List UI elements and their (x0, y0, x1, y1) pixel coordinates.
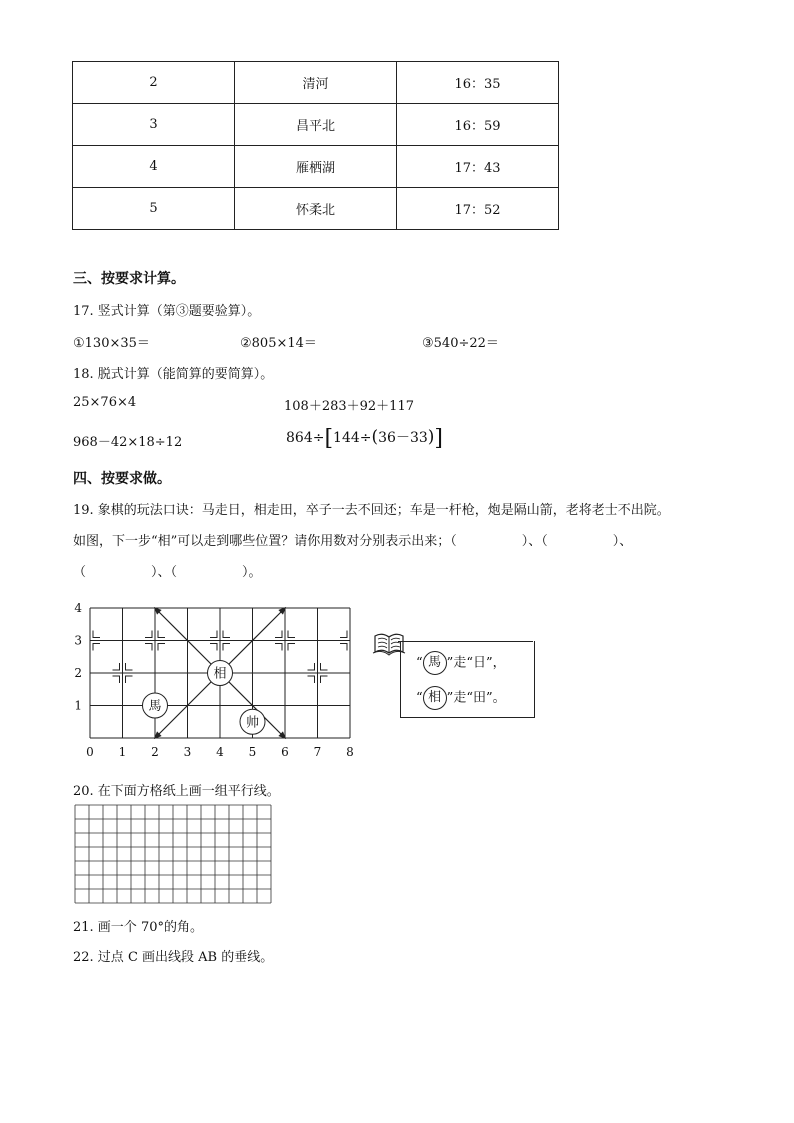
table-cell-no: 4 (73, 146, 235, 188)
q18-expr-2: 108＋283＋92＋117 (284, 399, 414, 414)
section3-heading: 三、按要求计算。 (73, 271, 185, 287)
note-text-1: 走“日”， (453, 655, 506, 671)
note-line-2: “ 相 ”走“田”。 (416, 686, 506, 710)
x-tick-label: 5 (248, 745, 257, 759)
q21-text: 21. 画一个 70°的角。 (73, 920, 203, 935)
y-tick-label: 2 (74, 666, 82, 680)
paren-close: ) (427, 427, 435, 447)
q20-text: 20. 在下面方格纸上画一组平行线。 (73, 784, 280, 799)
q17-item-1: ①130×35＝ (73, 336, 150, 351)
q19-line-2: 如图，下一步“相”可以走到哪些位置？请你用数对分别表示出来；（ ）、（ ）、 (73, 534, 633, 549)
q19-line-3: （ ）、（ ）。 (73, 565, 262, 580)
q17-text: 17. 竖式计算（第③题要验算）。 (73, 304, 261, 319)
table-cell-time: 16：59 (397, 104, 559, 146)
q18-text: 18. 脱式计算（能简算的要简算）。 (73, 367, 274, 382)
table-cell-station: 清河 (235, 62, 397, 104)
y-tick-label: 4 (74, 601, 82, 615)
table-cell-time: 17：52 (397, 188, 559, 230)
table-cell-station: 雁栖湖 (235, 146, 397, 188)
table-cell-station: 昌平北 (235, 104, 397, 146)
note-piece-2: 相 (423, 686, 447, 710)
chess-piece (208, 661, 233, 686)
x-tick-label: 4 (216, 745, 224, 759)
chess-piece-label: 帅 (245, 715, 260, 731)
q19-line-1: 19. 象棋的玩法口诀：马走日，相走田，卒子一去不回还；车是一杆枪，炮是隔山箭，老将老士不出院。 (73, 503, 670, 518)
q18-expr-4 (286, 426, 443, 451)
table-row (73, 146, 559, 188)
note-piece-1: 馬 (423, 651, 447, 675)
x-tick-label: 7 (313, 745, 322, 759)
table-cell-no: 5 (73, 188, 235, 230)
x-tick-label: 6 (281, 745, 289, 759)
note-text-2: 走“田”。 (453, 690, 506, 706)
table-cell-time: 16：35 (397, 62, 559, 104)
q22-text: 22. 过点 C 画出线段 AB 的垂线。 (73, 950, 274, 965)
paren-open: ( (371, 427, 379, 447)
x-tick-label: 0 (86, 745, 94, 759)
x-tick-label: 1 (118, 745, 127, 759)
q17-item-2: ②805×14＝ (240, 336, 317, 351)
y-tick-label: 3 (74, 633, 82, 648)
q18-expr-3: 968－42×18÷12 (73, 435, 183, 450)
q17-item-3: ③540÷22＝ (422, 336, 499, 351)
table-row (73, 104, 559, 146)
chess-piece-label: 相 (213, 666, 227, 682)
chess-board-diagram (70, 598, 370, 763)
schedule-table (72, 61, 559, 230)
chess-pieces (143, 661, 266, 735)
y-tick-label: 1 (74, 698, 82, 713)
chess-piece (240, 709, 265, 734)
section4-heading: 四、按要求做。 (73, 471, 171, 487)
grid-paper[interactable] (74, 804, 272, 904)
x-tick-label: 2 (151, 745, 159, 759)
note-box-top (398, 641, 533, 642)
table-cell-no: 3 (73, 104, 235, 146)
table-row (73, 62, 559, 104)
note-line-1: “ 馬 ”走“日”， (416, 651, 506, 675)
table-row (73, 188, 559, 230)
q18-expr-4-a: 864÷ (286, 430, 325, 446)
x-tick-label: 8 (346, 745, 354, 759)
q18-expr-4-c: 36－33 (378, 430, 428, 446)
table-cell-station: 怀柔北 (235, 188, 397, 230)
bracket-open: [ (324, 426, 334, 451)
table-cell-no: 2 (73, 62, 235, 104)
table-cell-time: 17：43 (397, 146, 559, 188)
chess-piece-label: 馬 (148, 699, 162, 714)
q18-expr-4-b: 144÷ (333, 430, 372, 446)
x-tick-label: 3 (183, 745, 192, 759)
bracket-close: ] (434, 426, 444, 451)
chess-piece (143, 693, 168, 718)
q18-expr-1: 25×76×4 (73, 395, 137, 410)
